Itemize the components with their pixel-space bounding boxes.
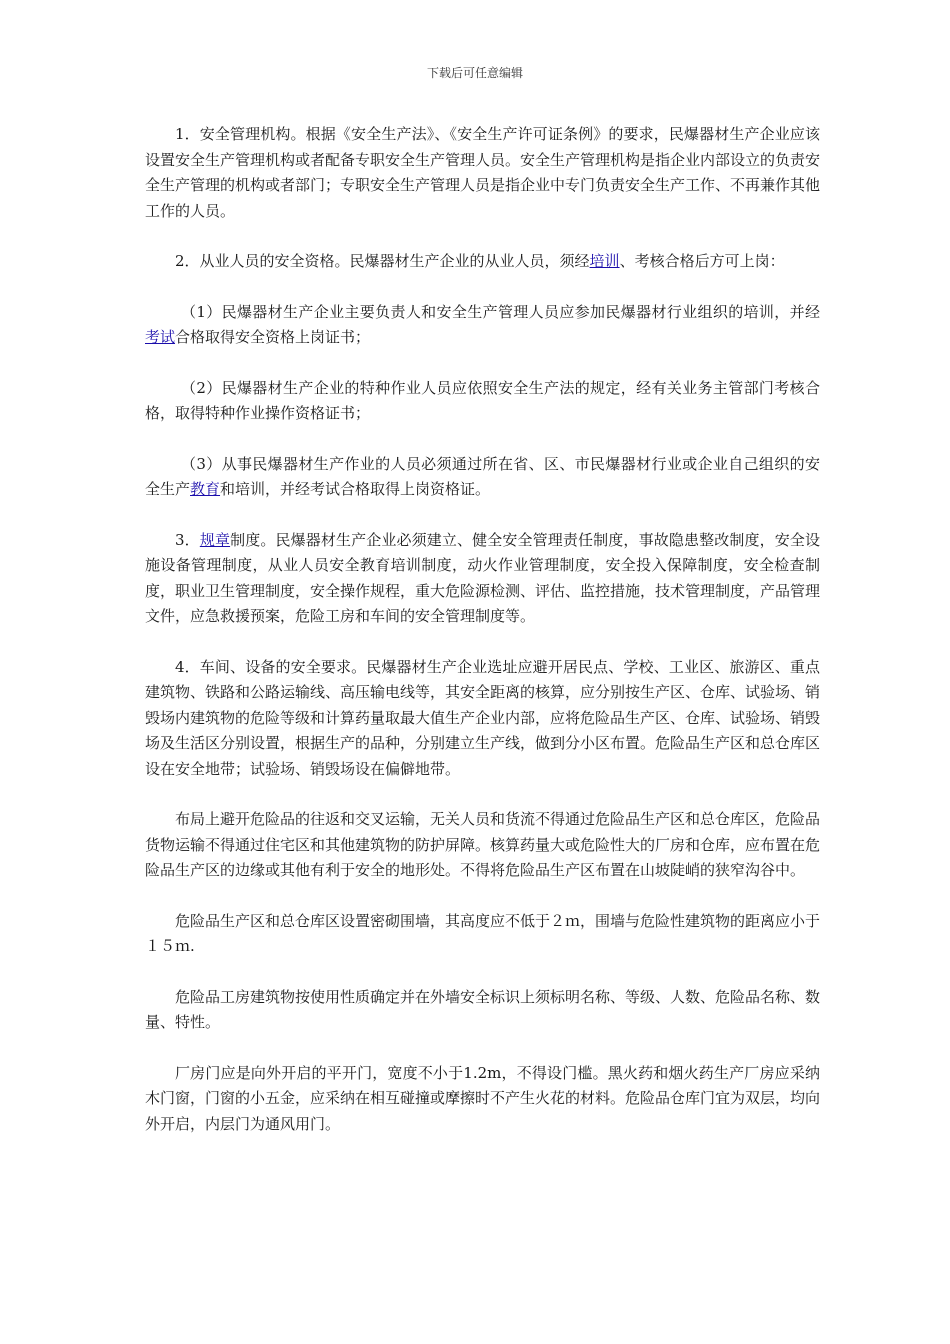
paragraph-8 xyxy=(145,1061,820,1138)
paragraph-text: （3）从事民爆器材生产作业的人员必须通过所在省、区、市民爆器材行业或企业自己组织的安全生产 xyxy=(145,454,820,498)
paragraph-text: （2）民爆器材生产企业的特种作业人员应依照安全生产法的规定，经有关业务主管部门考核合格，取得特种作业操作资格证书； xyxy=(145,378,820,422)
link-education[interactable]: 教育 xyxy=(190,480,221,498)
paragraph-text: 危险品生产区和总仓库区设置密砌围墙，其高度应不低于２ｍ，围墙与危险性建筑物的距离应小于１５ｍ. xyxy=(145,911,821,955)
link-exam[interactable]: 考试 xyxy=(145,328,176,346)
link-regulations[interactable]: 规章 xyxy=(199,530,231,549)
paragraph-text: 制度。民爆器材生产企业必须建立、健全安全管理责任制度，事故隐患整改制度，安全设施设备管理制度，从业人员安全教育培训制度，动火作业管理制度，安全投入保障制度，安全检查制度，职业卫生管理制度，安全操作规程，重大危险源检测、评估、监控措施，技术管理制度，产品管理文件，应急救援预案，危险工房和车间的安全管理制度等。 xyxy=(145,530,821,625)
paragraph-text: 合格取得安全资格上岗证书； xyxy=(175,328,371,346)
paragraph-2-2 xyxy=(145,376,820,427)
paragraph-text: 1．安全管理机构。根据《安全生产法》、《安全生产许可证条例》的要求，民爆器材生产企业应该设置安全生产管理机构或者配备专职安全生产管理人员。安全生产管理机构是指企业内部设立的负责安全生产管理的机构或者部门；专职安全生产管理人员是指企业中专门负责安全生产工作、不再兼作其他工作的人员。 xyxy=(145,125,821,220)
paragraph-text: 、考核合格后方可上岗： xyxy=(619,252,785,270)
paragraph-2-1 xyxy=(145,300,820,351)
link-training[interactable]: 培训 xyxy=(589,252,620,270)
paragraph-6 xyxy=(145,909,820,960)
paragraph-2 xyxy=(145,249,820,275)
document-body xyxy=(145,122,820,1162)
paragraph-text: 2．从业人员的安全资格。民爆器材生产企业的从业人员，须经 xyxy=(175,252,590,270)
page-header: 下载后可任意编辑 xyxy=(426,66,523,80)
paragraph-text: 危险品工房建筑物按使用性质确定并在外墙安全标识上须标明名称、等级、人数、危险品名称、数量、特性。 xyxy=(145,987,821,1031)
paragraph-7 xyxy=(145,985,820,1036)
paragraph-text: 布局上避开危险品的往返和交叉运输，无关人员和货流不得通过危险品生产区和总仓库区，危险品货物运输不得通过住宅区和其他建筑物的防护屏障。核算药量大或危险性大的厂房和仓库，应布置在危险品生产区的边缘或其他有利于安全的地形处。不得将危险品生产区布置在山坡陡峭的狭窄沟谷中。 xyxy=(145,810,821,879)
paragraph-text: 4．车间、设备的安全要求。民爆器材生产企业选址应避开居民点、学校、工业区、旅游区、重点建筑物、铁路和公路运输线、高压输电线等，其安全距离的核算，应分别按生产区、仓库、试验场、销毁场内建筑物的危险等级和计算药量取最大值生产企业内部，应将危险品生产区、仓库、试验场、销毁场及生活区分别设置，根据生产的品种，分别建立生产线，做到分小区布置。危险品生产区和总仓库区设在安全地带；试验场、销毁场设在偏僻地带。 xyxy=(145,657,821,778)
paragraph-4 xyxy=(145,655,820,783)
paragraph-text: 厂房门应是向外开启的平开门，宽度不小于1.2m，不得设门槛。黑火药和烟火药生产厂房应采纳木门窗，门窗的小五金，应采纳在相互碰撞或摩擦时不产生火花的材料。危险品仓库门宜为双层，均向外开启，内层门为通风用门。 xyxy=(145,1063,821,1133)
paragraph-2-3 xyxy=(145,452,820,503)
paragraph-text: （1）民爆器材生产企业主要负责人和安全生产管理人员应参加民爆器材行业组织的培训，并经 xyxy=(181,302,820,321)
paragraph-text: 和培训，并经考试合格取得上岗资格证。 xyxy=(220,480,491,498)
paragraph-3 xyxy=(145,528,820,630)
paragraph-1 xyxy=(145,122,820,224)
paragraph-text: 3． xyxy=(175,530,200,549)
paragraph-5 xyxy=(145,807,820,884)
